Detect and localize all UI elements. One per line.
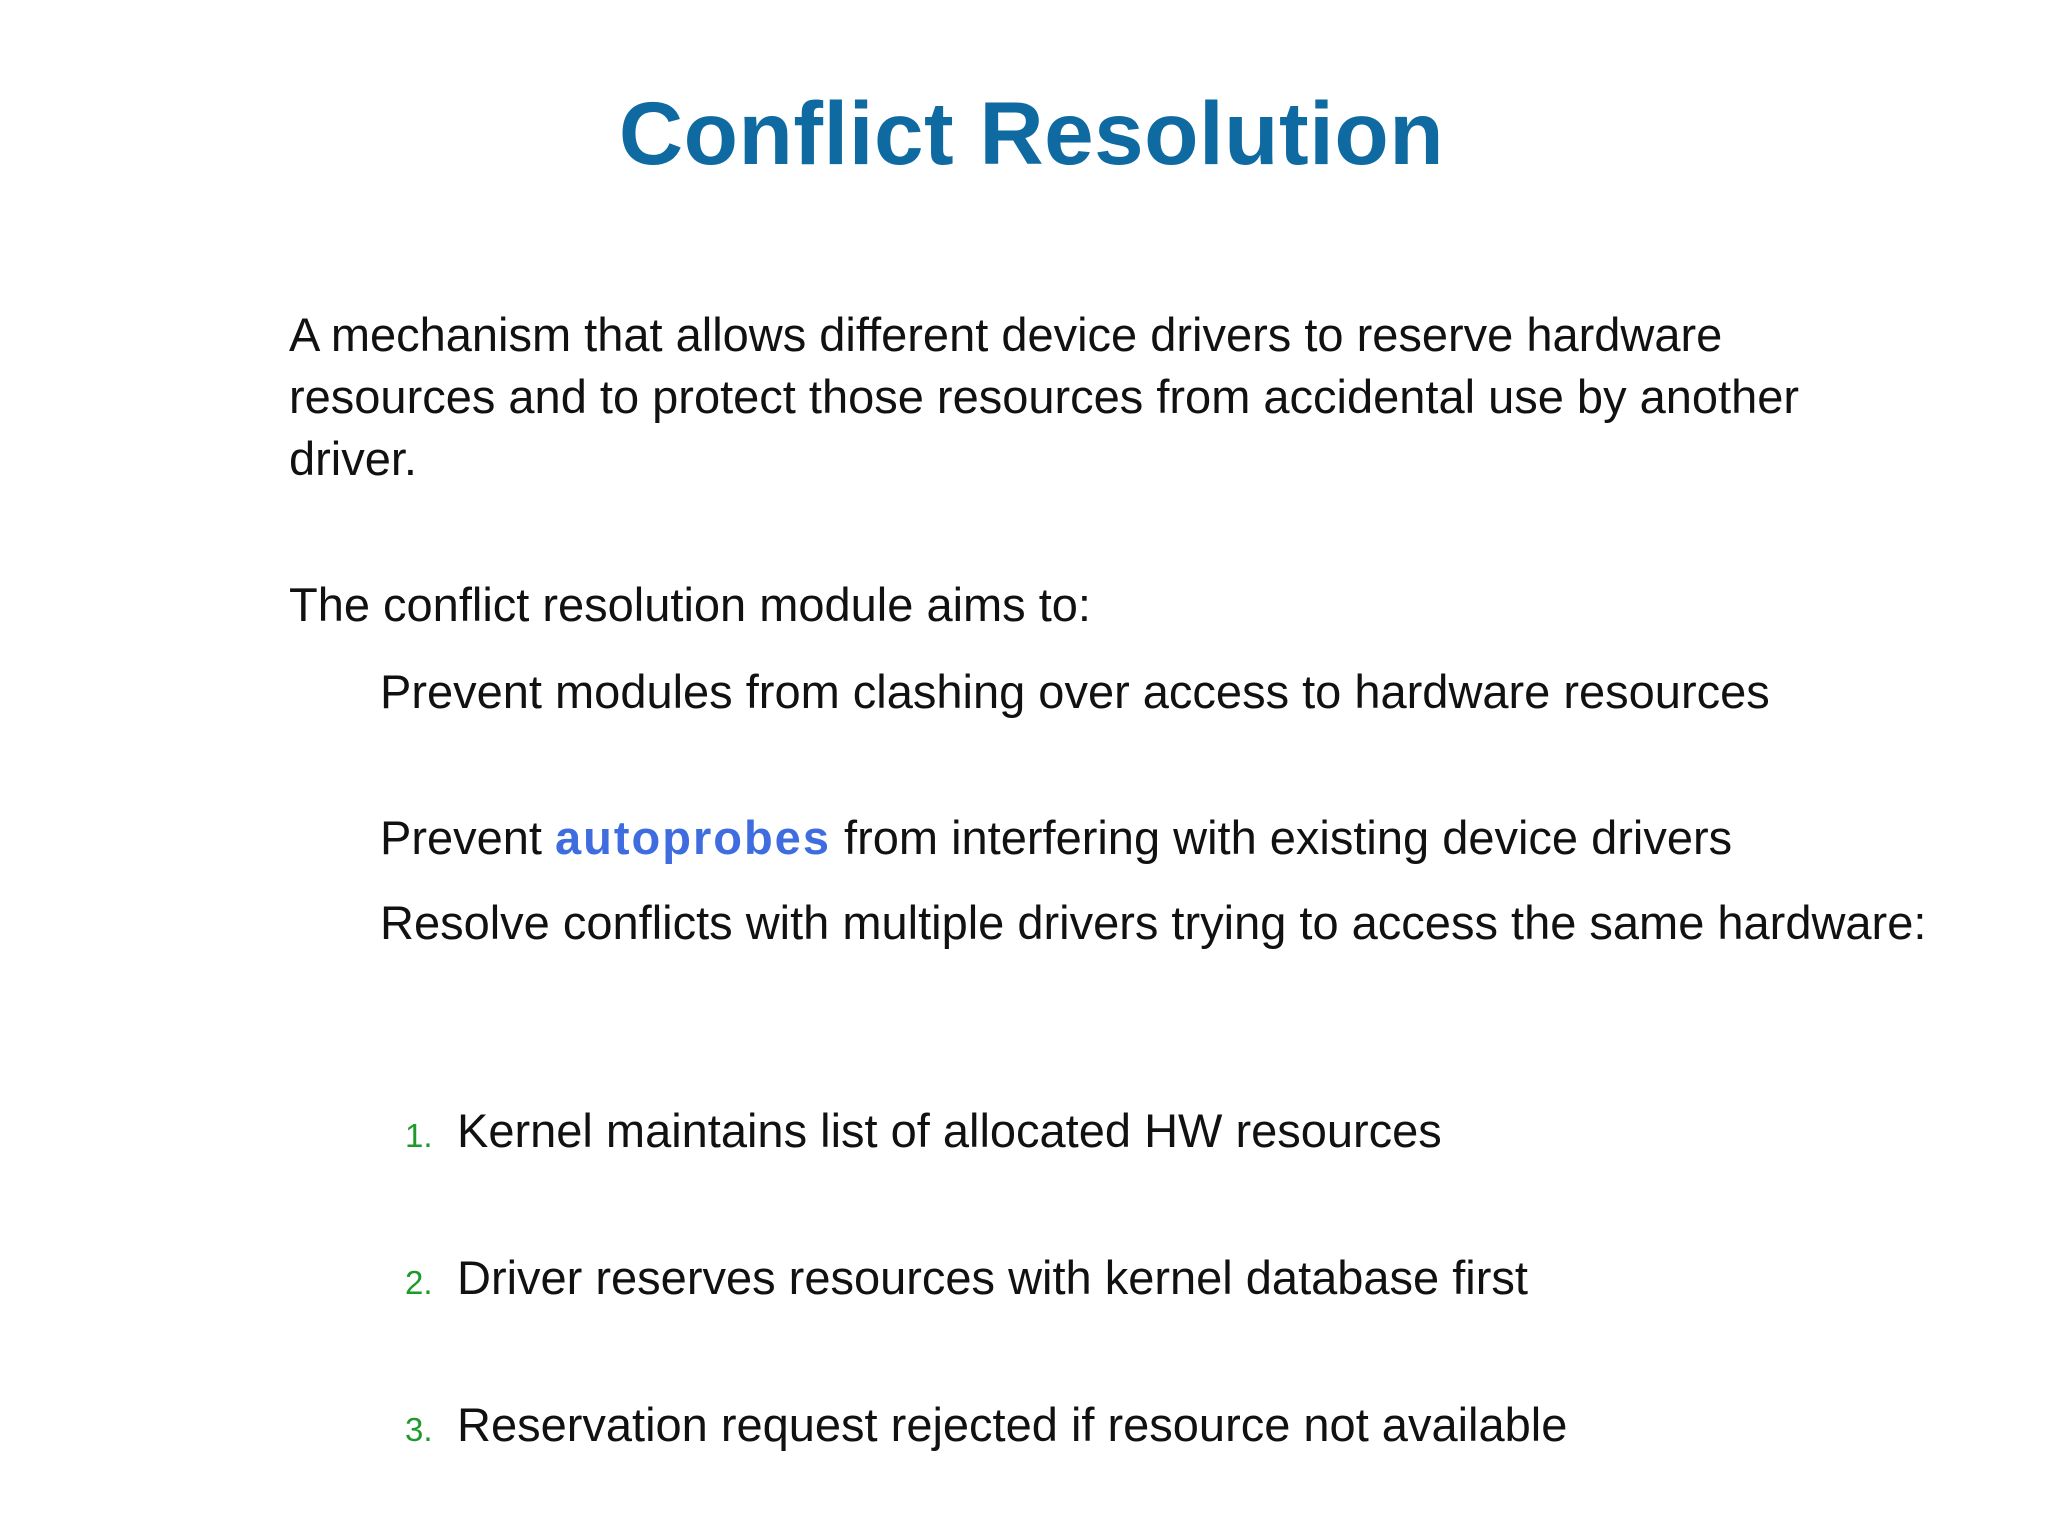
aim-item-autoprobes (380, 807, 1940, 869)
step-number: 1. (405, 1117, 433, 1154)
step-number: 2. (405, 1264, 433, 1301)
step-text: Kernel maintains list of allocated HW resources (457, 1104, 1442, 1157)
step-number: 3. (405, 1411, 433, 1448)
step-item (405, 1394, 1905, 1456)
step-text: Driver reserves resources with kernel database first (457, 1251, 1528, 1304)
step-item (405, 1247, 1905, 1309)
aim-text-before: Prevent (380, 811, 556, 864)
aim-item-resolve: Resolve conflicts with multiple drivers trying to access the same hardware: (380, 896, 1927, 949)
slide-title: Conflict Resolution (618, 83, 1445, 183)
aims-lead: The conflict resolution module aims to: (289, 578, 1091, 631)
aim-item-clashing: Prevent modules from clashing over access to hardware resources (380, 665, 1770, 718)
intro-paragraph: A mechanism that allows different device drivers to reserve hardware resources and to protect those resources from accidental use by another driver. (289, 308, 1800, 485)
aim-text-after: from interfering with existing device drivers (830, 811, 1733, 864)
step-text: Reservation request rejected if resource not available (457, 1398, 1568, 1451)
step-item (405, 1100, 1905, 1162)
autoprobes-term: autoprobes (555, 811, 831, 864)
